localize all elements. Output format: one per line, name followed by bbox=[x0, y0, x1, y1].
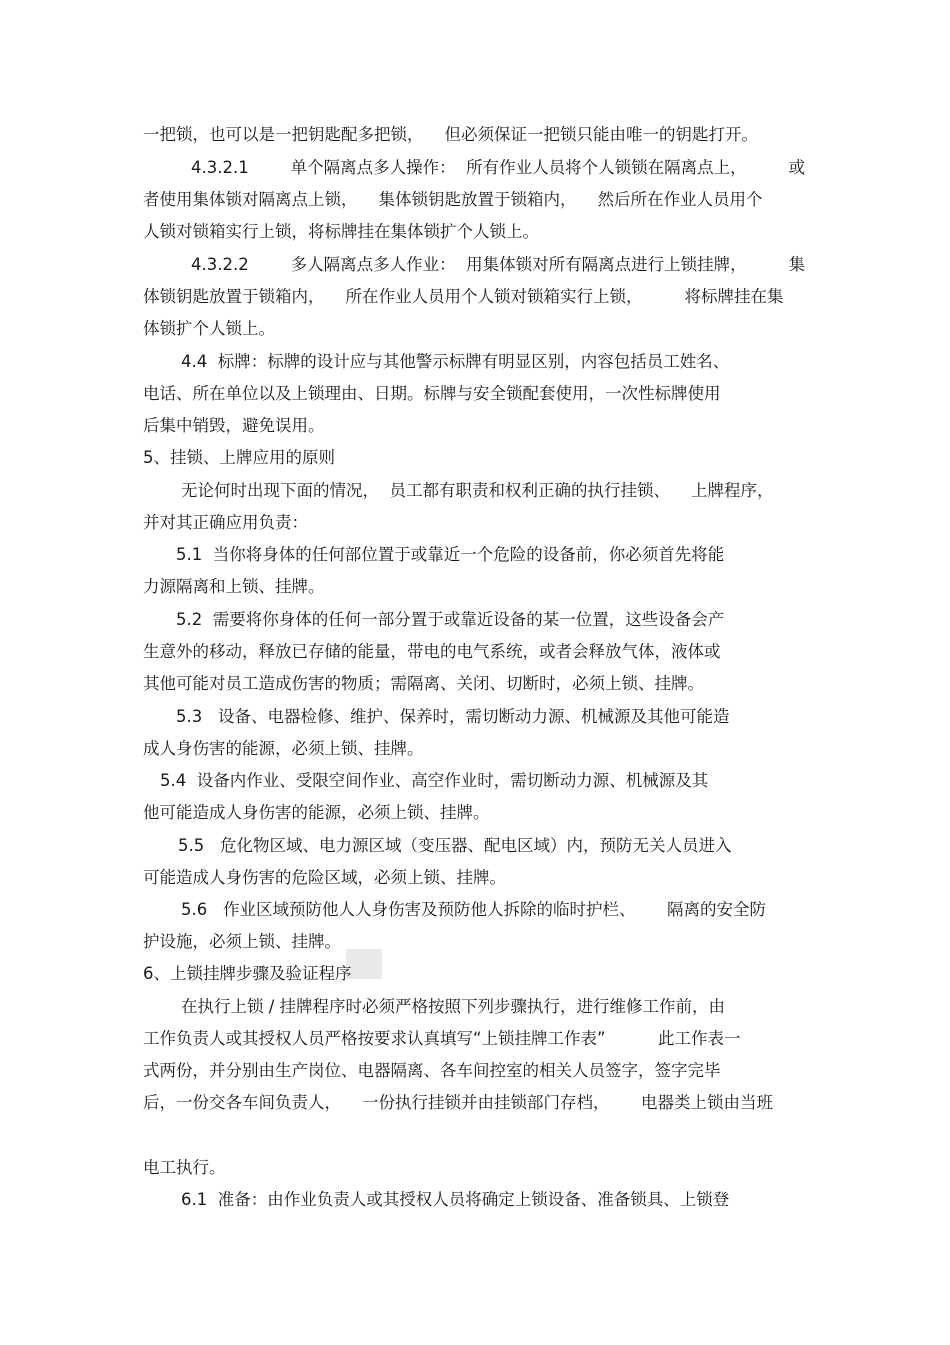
text-line: 后集中销毁，避免误用。 bbox=[143, 416, 325, 435]
text-line: 者使用集体锁对隔离点上锁， 集体锁钥匙放置于锁箱内， 然后所在作业人员用个 bbox=[143, 190, 763, 209]
text-line: 生意外的移动，释放已存储的能量，带电的电气系统，或者会释放气体，液体或 bbox=[143, 642, 721, 661]
text-line: 5.2 需要将你身体的任何一部分置于或靠近设备的某一位置，这些设备会产 bbox=[176, 610, 725, 629]
text-line: 在执行上锁 / 挂牌程序时必须严格按照下列步骤执行，进行维修工作前，由 bbox=[181, 997, 726, 1016]
text-line: 电话、所在单位以及上锁理由、日期。标牌与安全锁配套使用，一次性标牌使用 bbox=[143, 384, 721, 403]
text-line: 5.4 设备内作业、受限空间作业、高空作业时，需切断动力源、机械源及其 bbox=[160, 771, 709, 790]
text-line: 人锁对锁箱实行上锁，将标牌挂在集体锁扩个人锁上。 bbox=[143, 222, 539, 241]
text-line: 工作负责人或其授权人员严格按要求认真填写“上锁挂牌工作表” 此工作表一 bbox=[143, 1029, 741, 1048]
text-line: 5.5 危化物区域、电力源区域（变压器、配电区域）内，预防无关人员进入 bbox=[178, 836, 732, 855]
text-line: 他可能造成人身伤害的能源，必须上锁、挂牌。 bbox=[143, 803, 490, 822]
text-line: 4.3.2.2 多人隔离点多人作业： 用集体锁对所有隔离点进行上锁挂牌， 集 bbox=[191, 255, 806, 274]
text-line: 5.6 作业区域预防他人人身伤害及预防他人拆除的临时护栏、 隔离的安全防 bbox=[181, 900, 766, 919]
section-heading: 6、上锁挂牌步骤及验证程序 bbox=[143, 964, 352, 983]
text-line: 电工执行。 bbox=[143, 1158, 226, 1177]
text-line: 式两份，并分别由生产岗位、电器隔离、各车间控室的相关人员签字，签字完毕 bbox=[143, 1061, 721, 1080]
text-line: 并对其正确应用负责： bbox=[143, 513, 308, 532]
text-line: 5.3 设备、电器检修、维护、保养时，需切断动力源、机械源及其他可能造 bbox=[176, 707, 730, 726]
text-line: 6.1 准备：由作业负责人或其授权人员将确定上锁设备、准备锁具、上锁登 bbox=[181, 1190, 730, 1209]
text-line: 成人身伤害的能源，必须上锁、挂牌。 bbox=[143, 739, 424, 758]
text-line: 体锁扩个人锁上。 bbox=[143, 319, 275, 338]
text-line: 4.3.2.1 单个隔离点多人操作： 所有作业人员将个人锁锁在隔离点上， 或 bbox=[191, 158, 806, 177]
text-line: 护设施，必须上锁、挂牌。 bbox=[143, 932, 341, 951]
text-line: 无论何时出现下面的情况， 员工都有职责和权利正确的执行挂锁、 上牌程序， bbox=[181, 481, 774, 500]
text-line: 力源隔离和上锁、挂牌。 bbox=[143, 577, 325, 596]
text-line: 4.4 标牌：标牌的设计应与其他警示标牌有明显区别，内容包括员工姓名、 bbox=[181, 352, 730, 371]
text-line: 后，一份交各车间负责人， 一份执行挂锁并由挂锁部门存档， 电器类上锁由当班 bbox=[143, 1093, 773, 1112]
text-line: 体锁钥匙放置于锁箱内， 所在作业人员用个人锁对锁箱实行上锁， 将标牌挂在集 bbox=[143, 287, 784, 306]
text-line: 5.1 当你将身体的任何部位置于或靠近一个危险的设备前，你必须首先将能 bbox=[176, 545, 725, 564]
text-line: 一把锁，也可以是一把钥匙配多把锁， 但必须保证一把锁只能由唯一的钥匙打开。 bbox=[143, 125, 758, 144]
text-line: 其他可能对员工造成伤害的物质；需隔离、关闭、切断时，必须上锁、挂牌。 bbox=[143, 674, 704, 693]
section-heading: 5、挂锁、上牌应用的原则 bbox=[143, 448, 335, 467]
text-line: 可能造成人身伤害的危险区域，必须上锁、挂牌。 bbox=[143, 868, 506, 887]
